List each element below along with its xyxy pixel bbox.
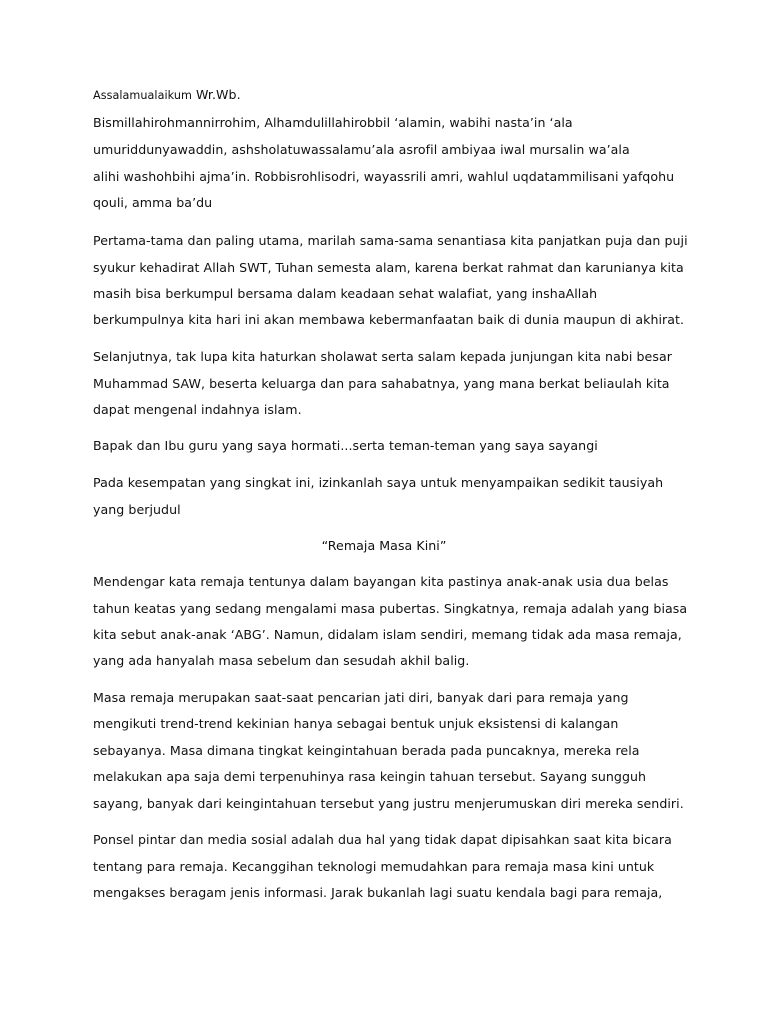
paragraph-line: mengikuti trend-trend kekinian hanya sebagai bentuk unjuk eksistensi di kalangan [93, 716, 619, 731]
paragraph-line: dapat mengenal indahnya islam. [93, 402, 302, 417]
paragraph-line: Bapak dan Ibu guru yang saya hormati...serta teman-teman yang saya sayangi [93, 438, 598, 453]
paragraph-line: syukur kehadirat Allah SWT, Tuhan semesta alam, karena berkat rahmat dan karunianya kita [93, 260, 684, 275]
paragraph-line: Muhammad SAW, beserta keluarga dan para sahabatnya, yang mana berkat beliaulah kita [93, 376, 670, 391]
greeting-suffix: Wr.Wb. [191, 87, 241, 102]
paragraph-line: sebayanya. Masa dimana tingkat keingintahuan berada pada puncaknya, mereka rela [93, 743, 640, 758]
paragraph-line: melakukan apa saja demi terpenuhinya rasa keingin tahuan tersebut. Sayang sungguh [93, 769, 647, 784]
paragraph-line: berkumpulnya kita hari ini akan membawa kebermanfaatan baik di dunia maupun di akhirat. [93, 312, 685, 327]
paragraph-line: Ponsel pintar dan media sosial adalah dua hal yang tidak dapat dipisahkan saat kita bicara [93, 832, 672, 847]
speech-title: “Remaja Masa Kini” [321, 538, 447, 553]
paragraph-line: tahun keatas yang sedang mengalami masa pubertas. Singkatnya, remaja adalah yang biasa [93, 601, 688, 616]
paragraph-line: yang berjudul [93, 502, 181, 517]
paragraph-line: kita sebut anak-anak ‘ABG’. Namun, didalam islam sendiri, memang tidak ada masa remaja, [93, 627, 682, 642]
greeting-salam: Assalamualaikum [93, 89, 192, 102]
paragraph-line: masih bisa berkumpul bersama dalam keadaan sehat walafiat, yang inshaAllah [93, 286, 598, 301]
opening-line: alihi washohbihi ajma’in. Robbisrohlisodri, wayassrili amri, wahlul uqdatammilisani yafqohu [93, 169, 675, 184]
opening-line: qouli, amma ba’du [93, 195, 213, 210]
opening-line: umuriddunyawaddin, ashsholatuwassalamu’ala asrofil ambiyaa iwal mursalin wa’ala [93, 142, 630, 157]
paragraph-line: Masa remaja merupakan saat-saat pencarian jati diri, banyak dari para remaja yang [93, 690, 629, 705]
opening-line: Bismillahirohmannirrohim, Alhamdulillahirobbil ‘alamin, wabihi nasta’in ‘ala [93, 115, 573, 130]
paragraph-line: Mendengar kata remaja tentunya dalam bayangan kita pastinya anak-anak usia dua belas [93, 574, 669, 589]
paragraph-line: yang ada hanyalah masa sebelum dan sesudah akhil balig. [93, 653, 470, 668]
paragraph-line: tentang para remaja. Kecanggihan teknologi memudahkan para remaja masa kini untuk [93, 859, 655, 874]
paragraph-line: Pada kesempatan yang singkat ini, izinkanlah saya untuk menyampaikan sedikit tausiyah [93, 475, 664, 490]
paragraph-line: Pertama-tama dan paling utama, marilah sama-sama senantiasa kita panjatkan puja dan puji [93, 233, 688, 248]
paragraph-line: sayang, banyak dari keingintahuan tersebut yang justru menjerumuskan diri mereka sendiri. [93, 796, 684, 811]
paragraph-line: mengakses beragam jenis informasi. Jarak bukanlah lagi suatu kendala bagi para remaja, [93, 885, 663, 900]
greeting-line [93, 87, 241, 104]
paragraph-line: Selanjutnya, tak lupa kita haturkan sholawat serta salam kepada junjungan kita nabi besar [93, 349, 672, 364]
